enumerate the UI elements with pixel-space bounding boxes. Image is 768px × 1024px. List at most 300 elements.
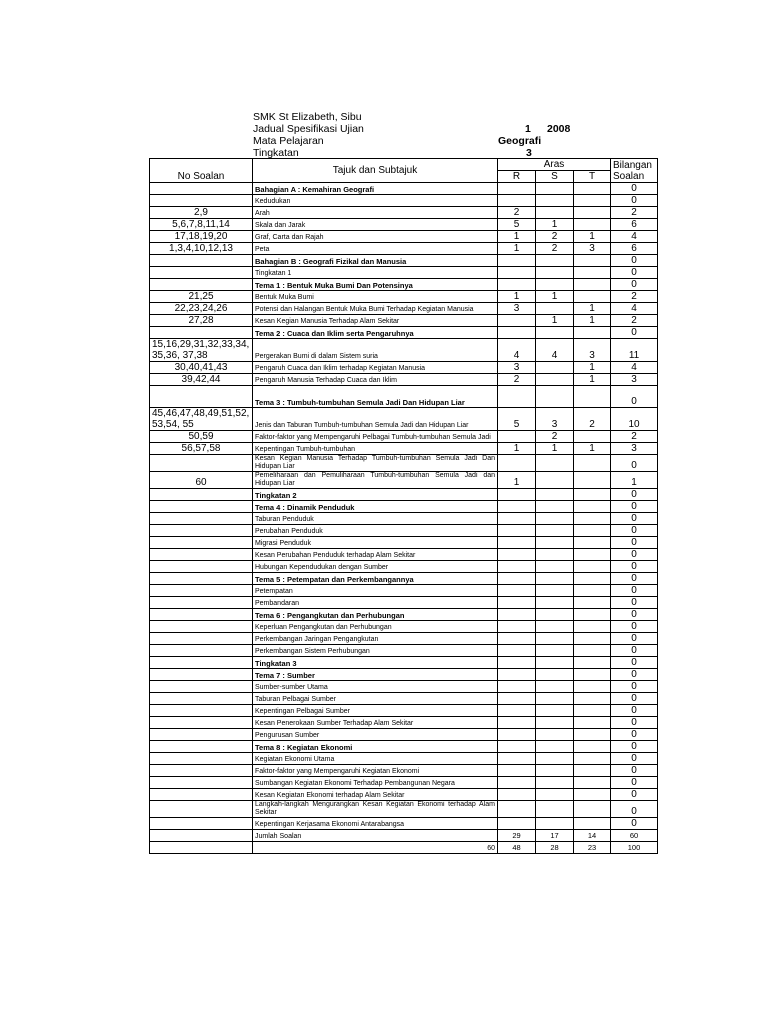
bilangan-value: 0	[611, 753, 658, 765]
aras-t-value	[574, 195, 611, 207]
aras-t-value	[574, 501, 611, 513]
topic-title: Langkah-langkah Mengurangkan Kesan Kegiatan Ekonomi terhadap Alam Sekitar	[253, 801, 498, 818]
aras-t-value	[574, 818, 611, 830]
table-row	[150, 753, 658, 765]
bilangan-value: 0	[611, 633, 658, 645]
aras-t-value	[574, 561, 611, 573]
totals-row	[150, 830, 658, 842]
table-row	[150, 315, 658, 327]
aras-t-value	[574, 207, 611, 219]
topic-title: Bentuk Muka Bumi	[253, 291, 498, 303]
aras-s-value	[536, 525, 574, 537]
aras-t-value: 2	[574, 408, 611, 431]
aras-s-value	[536, 374, 574, 386]
aras-s-value	[536, 765, 574, 777]
bilangan-value: 11	[611, 339, 658, 362]
topic-title: Arah	[253, 207, 498, 219]
col-aras: Aras	[498, 159, 611, 171]
topic-title: Taburan Pelbagai Sumber	[253, 693, 498, 705]
table-row	[150, 681, 658, 693]
bilangan-value: 3	[611, 374, 658, 386]
aras-s-value	[536, 537, 574, 549]
question-numbers	[150, 765, 253, 777]
topic-title: Tingkatan 2	[253, 489, 498, 501]
aras-s-value	[536, 573, 574, 585]
aras-t-value	[574, 693, 611, 705]
table-row	[150, 339, 658, 362]
aras-r-value: 5	[498, 219, 536, 231]
aras-t-value: 1	[574, 315, 611, 327]
table-row	[150, 501, 658, 513]
aras-r-value	[498, 609, 536, 621]
bilangan-value: 0	[611, 669, 658, 681]
aras-r-value	[498, 537, 536, 549]
question-numbers	[150, 561, 253, 573]
question-numbers: 27,28	[150, 315, 253, 327]
table-row	[150, 183, 658, 195]
table-row	[150, 657, 658, 669]
aras-s-value	[536, 609, 574, 621]
aras-t-value: 1	[574, 362, 611, 374]
topic-title: Pergerakan Bumi di dalam Sistem suria	[253, 339, 498, 362]
aras-r-value	[498, 645, 536, 657]
question-numbers	[150, 183, 253, 195]
aras-r-value: 1	[498, 443, 536, 455]
aras-r-value	[498, 279, 536, 291]
percentage-t: 23	[574, 842, 611, 854]
topic-title: Sumbangan Kegiatan Ekonomi Terhadap Pembangunan Negara	[253, 777, 498, 789]
aras-t-value	[574, 585, 611, 597]
question-numbers	[150, 705, 253, 717]
table-row	[150, 609, 658, 621]
aras-t-value	[574, 681, 611, 693]
bilangan-value: 0	[611, 609, 658, 621]
topic-title: Tema 7 : Sumber	[253, 669, 498, 681]
question-numbers: 30,40,41,43	[150, 362, 253, 374]
topic-title: Sumber-sumber Utama	[253, 681, 498, 693]
topic-title: Keperluan Pengangkutan dan Perhubungan	[253, 621, 498, 633]
aras-s-value	[536, 717, 574, 729]
question-numbers	[150, 753, 253, 765]
topic-title: Taburan Penduduk	[253, 513, 498, 525]
aras-s-value	[536, 597, 574, 609]
aras-t-value	[574, 267, 611, 279]
col-tajuk: Tajuk dan Subtajuk	[253, 159, 498, 183]
bilangan-value: 0	[611, 801, 658, 818]
aras-r-value	[498, 561, 536, 573]
topic-title: Tema 4 : Dinamik Penduduk	[253, 501, 498, 513]
question-numbers	[150, 657, 253, 669]
aras-s-value: 1	[536, 315, 574, 327]
table-row	[150, 513, 658, 525]
totals-r: 29	[498, 830, 536, 842]
question-numbers	[150, 513, 253, 525]
aras-s-value	[536, 741, 574, 753]
aras-r-value	[498, 327, 536, 339]
aras-s-value	[536, 255, 574, 267]
topic-title: Pengaruh Manusia Terhadap Cuaca dan Iklim	[253, 374, 498, 386]
question-numbers	[150, 585, 253, 597]
school-name: SMK St Elizabeth, Sibu	[253, 111, 362, 123]
percentage-empty-cell	[150, 842, 253, 854]
table-row	[150, 801, 658, 818]
aras-s-value	[536, 267, 574, 279]
aras-t-value	[574, 705, 611, 717]
aras-t-value	[574, 327, 611, 339]
bilangan-value: 4	[611, 303, 658, 315]
aras-r-value	[498, 777, 536, 789]
aras-s-value	[536, 621, 574, 633]
table-row	[150, 741, 658, 753]
aras-t-value	[574, 633, 611, 645]
aras-r-value	[498, 525, 536, 537]
question-numbers	[150, 489, 253, 501]
aras-r-value: 1	[498, 231, 536, 243]
aras-s-value	[536, 513, 574, 525]
bilangan-value: 0	[611, 789, 658, 801]
aras-t-value	[574, 183, 611, 195]
topic-title: Pengurusan Sumber	[253, 729, 498, 741]
table-row	[150, 717, 658, 729]
topic-title: Tema 1 : Bentuk Muka Bumi Dan Potensinya	[253, 279, 498, 291]
topic-title: Perkembangan Jaringan Pengangkutan	[253, 633, 498, 645]
question-numbers	[150, 195, 253, 207]
bilangan-value: 0	[611, 645, 658, 657]
aras-s-value: 3	[536, 408, 574, 431]
table-row	[150, 431, 658, 443]
table-row	[150, 573, 658, 585]
aras-r-value	[498, 513, 536, 525]
bilangan-value: 0	[611, 621, 658, 633]
bilangan-value: 0	[611, 183, 658, 195]
aras-t-value	[574, 386, 611, 408]
aras-t-value	[574, 741, 611, 753]
aras-s-value	[536, 561, 574, 573]
table-row	[150, 243, 658, 255]
aras-s-value: 1	[536, 219, 574, 231]
aras-r-value	[498, 501, 536, 513]
aras-t-value	[574, 513, 611, 525]
bilangan-value: 4	[611, 231, 658, 243]
aras-t-value: 3	[574, 339, 611, 362]
bilangan-value: 0	[611, 693, 658, 705]
topic-title: Tingkatan 1	[253, 267, 498, 279]
aras-r-value	[498, 267, 536, 279]
question-numbers: 2,9	[150, 207, 253, 219]
aras-s-value	[536, 669, 574, 681]
aras-s-value	[536, 549, 574, 561]
aras-r-value: 3	[498, 362, 536, 374]
aras-t-value: 1	[574, 231, 611, 243]
table-row	[150, 255, 658, 267]
bilangan-value: 0	[611, 597, 658, 609]
table-row	[150, 777, 658, 789]
question-numbers	[150, 525, 253, 537]
table-row	[150, 789, 658, 801]
aras-s-value: 2	[536, 243, 574, 255]
aras-r-value: 2	[498, 207, 536, 219]
table-row	[150, 327, 658, 339]
aras-s-value	[536, 693, 574, 705]
topic-title: Kepentingan Pelbagai Sumber	[253, 705, 498, 717]
bilangan-value: 0	[611, 777, 658, 789]
topic-title: Petempatan	[253, 585, 498, 597]
aras-r-value	[498, 549, 536, 561]
col-t: T	[574, 171, 611, 183]
topic-title: Kesan Kegiatan Ekonomi terhadap Alam Sekitar	[253, 789, 498, 801]
table-row	[150, 561, 658, 573]
topic-title: Pembandaran	[253, 597, 498, 609]
question-numbers	[150, 597, 253, 609]
bilangan-value: 0	[611, 705, 658, 717]
topic-title: Kegiatan Ekonomi Utama	[253, 753, 498, 765]
bilangan-value: 0	[611, 267, 658, 279]
bilangan-value: 2	[611, 431, 658, 443]
question-numbers	[150, 777, 253, 789]
aras-r-value	[498, 693, 536, 705]
bilangan-value: 0	[611, 681, 658, 693]
aras-r-value	[498, 657, 536, 669]
totals-empty-cell	[150, 830, 253, 842]
aras-r-value	[498, 729, 536, 741]
aras-s-value	[536, 818, 574, 830]
bilangan-value: 0	[611, 573, 658, 585]
percentage-label: 60	[253, 842, 498, 854]
table-row	[150, 472, 658, 489]
aras-s-value	[536, 195, 574, 207]
aras-s-value: 4	[536, 339, 574, 362]
aras-r-value	[498, 621, 536, 633]
aras-t-value	[574, 549, 611, 561]
topic-title: Peta	[253, 243, 498, 255]
question-numbers	[150, 573, 253, 585]
question-numbers	[150, 669, 253, 681]
subject-value: Geografi	[498, 135, 542, 147]
bilangan-value: 0	[611, 195, 658, 207]
percentage-row	[150, 842, 658, 854]
aras-t-value	[574, 777, 611, 789]
aras-r-value	[498, 183, 536, 195]
aras-t-value	[574, 219, 611, 231]
bilangan-value: 2	[611, 315, 658, 327]
aras-t-value	[574, 525, 611, 537]
aras-r-value	[498, 717, 536, 729]
bilangan-value: 2	[611, 291, 658, 303]
table-row	[150, 303, 658, 315]
exam-number: 1	[525, 123, 531, 135]
table-row	[150, 362, 658, 374]
aras-r-value	[498, 489, 536, 501]
aras-s-value	[536, 472, 574, 489]
table-row	[150, 408, 658, 431]
topic-title: Kepentingan Tumbuh-tumbuhan	[253, 443, 498, 455]
topic-title: Kesan Kegian Manusia Terhadap Alam Sekitar	[253, 315, 498, 327]
aras-r-value: 2	[498, 374, 536, 386]
topic-title: Tema 3 : Tumbuh-tumbuhan Semula Jadi Dan Hidupan Liar	[253, 386, 498, 408]
topic-title: Hubungan Kependudukan dengan Sumber	[253, 561, 498, 573]
topic-title: Migrasi Penduduk	[253, 537, 498, 549]
question-numbers: 17,18,19,20	[150, 231, 253, 243]
question-numbers	[150, 549, 253, 561]
question-numbers	[150, 609, 253, 621]
table-row	[150, 207, 658, 219]
bilangan-value: 0	[611, 501, 658, 513]
aras-t-value	[574, 489, 611, 501]
table-row	[150, 386, 658, 408]
aras-s-value	[536, 183, 574, 195]
percentage-s: 28	[536, 842, 574, 854]
totals-bilangan: 60	[611, 830, 658, 842]
aras-r-value: 1	[498, 243, 536, 255]
aras-r-value	[498, 669, 536, 681]
question-numbers	[150, 741, 253, 753]
aras-r-value	[498, 255, 536, 267]
question-numbers	[150, 681, 253, 693]
bilangan-value: 1	[611, 472, 658, 489]
bilangan-value: 0	[611, 386, 658, 408]
aras-r-value	[498, 681, 536, 693]
question-numbers	[150, 717, 253, 729]
aras-r-value	[498, 741, 536, 753]
totals-s: 17	[536, 830, 574, 842]
col-r: R	[498, 171, 536, 183]
topic-title: Kesan Kegian Manusia Terhadap Tumbuh-tumbuhan Semula Jadi Dan Hidupan Liar	[253, 455, 498, 472]
aras-t-value	[574, 645, 611, 657]
aras-s-value	[536, 633, 574, 645]
aras-t-value: 3	[574, 243, 611, 255]
aras-t-value	[574, 729, 611, 741]
bilangan-value: 0	[611, 657, 658, 669]
aras-t-value	[574, 537, 611, 549]
aras-s-value: 1	[536, 443, 574, 455]
table-row	[150, 537, 658, 549]
topic-title: Bahagian A : Kemahiran Geografi	[253, 183, 498, 195]
aras-r-value: 4	[498, 339, 536, 362]
bilangan-value: 0	[611, 537, 658, 549]
aras-s-value	[536, 681, 574, 693]
bilangan-value: 6	[611, 243, 658, 255]
question-numbers	[150, 255, 253, 267]
bilangan-value: 0	[611, 525, 658, 537]
topic-title: Tema 6 : Pengangkutan dan Perhubungan	[253, 609, 498, 621]
question-numbers	[150, 789, 253, 801]
topic-title: Perubahan Penduduk	[253, 525, 498, 537]
aras-s-value	[536, 362, 574, 374]
topic-title: Skala dan Jarak	[253, 219, 498, 231]
table-row	[150, 633, 658, 645]
col-no-soalan: No Soalan	[150, 159, 253, 183]
aras-s-value	[536, 705, 574, 717]
question-numbers	[150, 801, 253, 818]
aras-t-value: 1	[574, 374, 611, 386]
topic-title: Kepentingan Kerjasama Ekonomi Antarabangsa	[253, 818, 498, 830]
aras-t-value	[574, 657, 611, 669]
question-numbers: 5,6,7,8,11,14	[150, 219, 253, 231]
table-row	[150, 374, 658, 386]
table-row	[150, 621, 658, 633]
aras-s-value	[536, 585, 574, 597]
aras-t-value	[574, 789, 611, 801]
question-numbers	[150, 501, 253, 513]
table-row	[150, 443, 658, 455]
aras-r-value	[498, 585, 536, 597]
aras-r-value: 1	[498, 291, 536, 303]
aras-s-value: 1	[536, 291, 574, 303]
aras-t-value	[574, 609, 611, 621]
topic-title: Tema 2 : Cuaca dan Iklim serta Pengaruhnya	[253, 327, 498, 339]
table-row	[150, 489, 658, 501]
bilangan-value: 0	[611, 585, 658, 597]
aras-t-value	[574, 801, 611, 818]
topic-title: Faktor-faktor yang Mempengaruhi Kegiatan Ekonomi	[253, 765, 498, 777]
table-row	[150, 705, 658, 717]
aras-r-value	[498, 705, 536, 717]
question-numbers: 60	[150, 472, 253, 489]
aras-t-value	[574, 717, 611, 729]
level-value: 3	[526, 147, 532, 159]
aras-r-value	[498, 818, 536, 830]
table-row	[150, 279, 658, 291]
aras-t-value	[574, 255, 611, 267]
question-numbers	[150, 537, 253, 549]
aras-t-value	[574, 597, 611, 609]
topic-title: Pengaruh Cuaca dan Iklim terhadap Kegiatan Manusia	[253, 362, 498, 374]
bilangan-value: 10	[611, 408, 658, 431]
aras-t-value: 1	[574, 443, 611, 455]
question-numbers: 39,42,44	[150, 374, 253, 386]
col-s: S	[536, 171, 574, 183]
topic-title: Perkembangan Sistem Perhubungan	[253, 645, 498, 657]
aras-t-value	[574, 765, 611, 777]
aras-s-value	[536, 386, 574, 408]
topic-title: Tema 8 : Kegiatan Ekonomi	[253, 741, 498, 753]
question-numbers	[150, 693, 253, 705]
table-row	[150, 669, 658, 681]
bilangan-value: 3	[611, 443, 658, 455]
topic-title: Graf, Carta dan Rajah	[253, 231, 498, 243]
question-numbers: 22,23,24,26	[150, 303, 253, 315]
bilangan-value: 0	[611, 818, 658, 830]
specification-table-body	[150, 159, 658, 854]
aras-r-value	[498, 753, 536, 765]
question-numbers	[150, 633, 253, 645]
table-row	[150, 525, 658, 537]
topic-title: Jenis dan Taburan Tumbuh-tumbuhan Semula Jadi dan Hidupan Liar	[253, 408, 498, 431]
table-row	[150, 195, 658, 207]
topic-title: Pemeliharaan dan Pemuliharaan Tumbuh-tumbuhan Semula Jadi dan Hidupan Liar	[253, 472, 498, 489]
question-numbers: 45,46,47,48,49,51,52,53,54, 55	[150, 408, 253, 431]
question-numbers	[150, 645, 253, 657]
aras-r-value: 5	[498, 408, 536, 431]
table-row	[150, 818, 658, 830]
bilangan-value: 0	[611, 717, 658, 729]
level-label: Tingkatan	[253, 147, 299, 159]
col-bilangan: Bilangan Soalan	[611, 159, 658, 183]
aras-t-value	[574, 455, 611, 472]
question-numbers	[150, 621, 253, 633]
column-header-row	[150, 159, 658, 171]
question-numbers: 50,59	[150, 431, 253, 443]
aras-t-value	[574, 472, 611, 489]
topic-title: Tingkatan 3	[253, 657, 498, 669]
aras-t-value	[574, 753, 611, 765]
table-row	[150, 549, 658, 561]
bilangan-value: 0	[611, 549, 658, 561]
aras-r-value	[498, 431, 536, 443]
aras-t-value	[574, 291, 611, 303]
aras-s-value: 2	[536, 231, 574, 243]
aras-r-value	[498, 765, 536, 777]
